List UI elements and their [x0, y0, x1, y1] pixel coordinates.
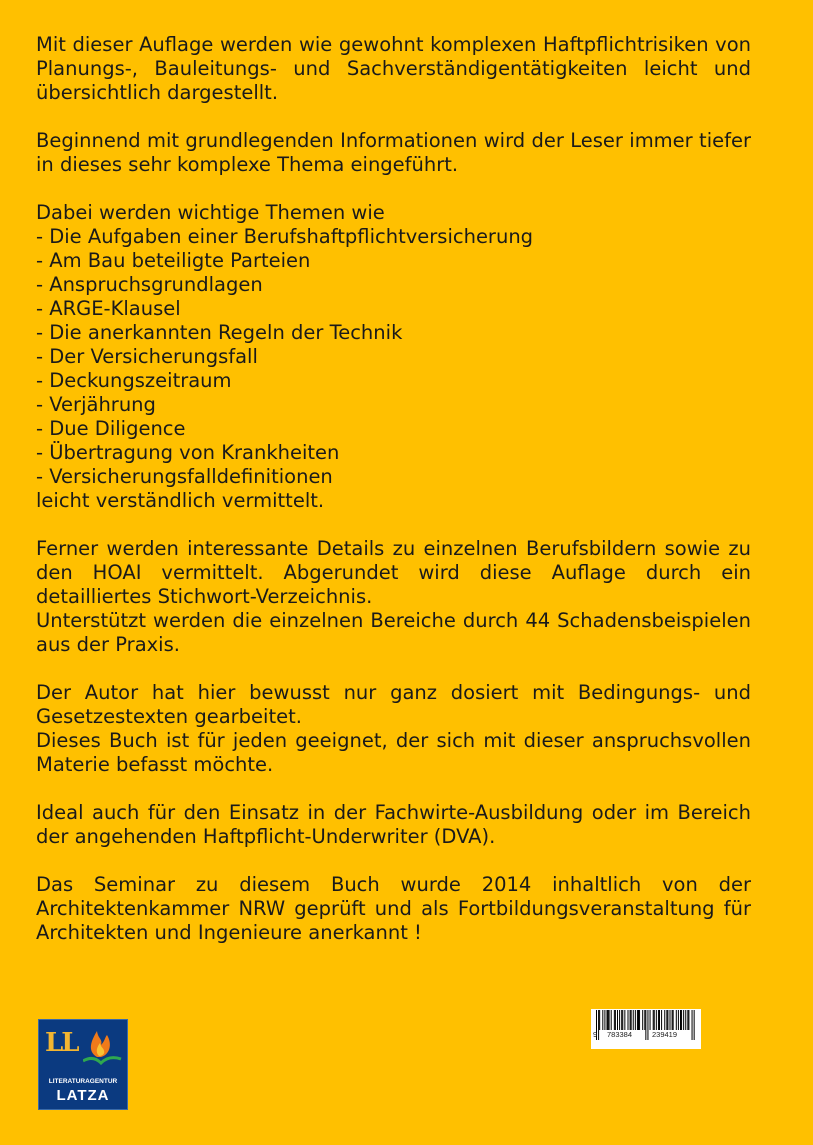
- barcode-bar: [637, 1010, 638, 1030]
- barcode-digits-2: 783384: [607, 1030, 633, 1039]
- paragraph-author: Der Autor hat hier bewusst nur ganz dosiert mit Bedingungs- und Gesetzestexten gearbeitet.: [36, 681, 751, 728]
- list-item: - Die anerkannten Regeln der Technik: [36, 321, 403, 344]
- logo-initials: LL: [45, 1028, 78, 1058]
- barcode-bar: [611, 1010, 612, 1030]
- barcode-bar: [607, 1010, 608, 1030]
- topics-intro: Dabei werden wichtige Themen wie: [36, 201, 385, 224]
- barcode-bar: [631, 1010, 632, 1030]
- barcode-bar: [599, 1010, 600, 1030]
- paragraph-audience: Dieses Buch ist für jeden geeignet, der sich mit dieser anspruchsvollen Materie befasst möchte.: [36, 729, 751, 776]
- barcode-bar: [609, 1010, 610, 1030]
- barcode-bar: [639, 1010, 640, 1030]
- list-item: - Anspruchsgrundlagen: [36, 273, 263, 296]
- barcode-bar: [642, 1010, 643, 1030]
- list-item: - Verjährung: [36, 393, 156, 416]
- barcode-digits-3: 239419: [652, 1030, 678, 1039]
- barcode-bar: [628, 1010, 629, 1030]
- barcode-bar: [608, 1010, 609, 1030]
- paragraph-seminar: Das Seminar zu diesem Buch wurde 2014 inhaltlich von der Architektenkammer NRW geprüft und als Fortbildungsveranstaltung für Architekten und Ingenieure anerkannt !: [36, 873, 751, 944]
- details-section: [36, 537, 751, 657]
- paragraph-examples: Unterstützt werden die einzelnen Bereiche durch 44 Schadensbeispielen aus der Praxis.: [36, 609, 751, 656]
- logo-line2: LATZA: [56, 1087, 110, 1104]
- barcode-bar: [604, 1010, 605, 1030]
- barcode-bar: [638, 1010, 639, 1030]
- barcode-bar: [615, 1010, 616, 1030]
- list-item: - Die Aufgaben einer Berufshaftpflichtversicherung: [36, 225, 534, 248]
- barcode-bar: [647, 1010, 648, 1040]
- barcode-bar: [645, 1010, 646, 1040]
- barcode-bar: [670, 1010, 671, 1030]
- barcode-bar: [624, 1010, 625, 1030]
- publisher-logo: [38, 1019, 128, 1110]
- list-item: - Übertragung von Krankheiten: [36, 441, 340, 464]
- barcode-bar: [614, 1010, 615, 1030]
- list-item: - Am Bau beteiligte Parteien: [36, 249, 311, 272]
- barcode-bar: [680, 1010, 681, 1030]
- barcode-bar: [685, 1010, 686, 1030]
- barcode-bar: [653, 1010, 654, 1030]
- barcode-bar: [622, 1010, 623, 1030]
- barcode-bar: [621, 1010, 622, 1030]
- barcode-bar: [635, 1010, 636, 1030]
- topics-outro: leicht verständlich vermittelt.: [36, 489, 325, 512]
- barcode-bar: [673, 1010, 674, 1030]
- barcode-digit-1: 9: [593, 1030, 598, 1039]
- barcode-bar: [687, 1010, 688, 1030]
- barcode-bar: [661, 1010, 662, 1030]
- barcode-bar: [672, 1010, 673, 1030]
- barcode-bar: [692, 1010, 693, 1040]
- barcode-bar: [676, 1010, 677, 1030]
- barcode-bar: [650, 1010, 651, 1030]
- isbn-barcode: [591, 1009, 701, 1049]
- barcode-bar: [658, 1010, 659, 1030]
- list-item: - Deckungszeitraum: [36, 369, 232, 392]
- barcode-bar: [683, 1010, 684, 1030]
- barcode-bar: [617, 1010, 618, 1030]
- barcode-bar: [659, 1010, 660, 1030]
- barcode-bar: [666, 1010, 667, 1030]
- barcode-bar: [681, 1010, 682, 1030]
- topics-section: [36, 201, 751, 513]
- barcode-bar: [602, 1010, 603, 1030]
- paragraph-ideal: Ideal auch für den Einsatz in der Fachwirte-Ausbildung oder im Bereich der angehenden Haftpflicht-Underwriter (DVA).: [36, 801, 751, 848]
- barcode-bar: [654, 1010, 655, 1030]
- barcode-bar: [633, 1010, 634, 1030]
- barcode-bar: [630, 1010, 631, 1030]
- barcode-bar: [688, 1010, 689, 1030]
- barcode-bar: [619, 1010, 620, 1030]
- barcode-bar: [644, 1010, 645, 1030]
- list-item: - Der Versicherungsfall: [36, 345, 258, 368]
- back-cover-text: [36, 33, 751, 945]
- barcode-bar: [667, 1010, 668, 1030]
- list-item: - Due Diligence: [36, 417, 186, 440]
- barcode-bar: [656, 1010, 657, 1030]
- author-section: [36, 681, 751, 777]
- barcode-bar: [678, 1010, 679, 1030]
- paragraph-beginning: Beginnend mit grundlegenden Informationen wird der Leser immer tiefer in dieses sehr komplexe Thema eingeführt.: [36, 129, 751, 176]
- paragraph-details: Ferner werden interessante Details zu einzelnen Berufsbildern sowie zu den HOAI vermittelt. Abgerundet wird diese Auflage durch ein detailliertes Stichwort-Verzeichnis.: [36, 537, 751, 608]
- barcode-bar: [598, 1010, 599, 1040]
- list-item: - Versicherungsfalldefinitionen: [36, 465, 333, 488]
- paragraph-intro: Mit dieser Auflage werden wie gewohnt komplexen Haftpflichtrisiken von Planungs-, Bauleitungs- und Sachverständigentätigkeiten leicht und übersichtlich dargestellt.: [36, 33, 751, 104]
- barcode-bar: [664, 1010, 665, 1030]
- list-item: - ARGE-Klausel: [36, 297, 181, 320]
- barcode-bar: [694, 1010, 695, 1040]
- flame-book-icon: [83, 1027, 123, 1067]
- logo-line1: LITERATURAGENTUR: [48, 1078, 118, 1085]
- topics-list: [36, 225, 751, 489]
